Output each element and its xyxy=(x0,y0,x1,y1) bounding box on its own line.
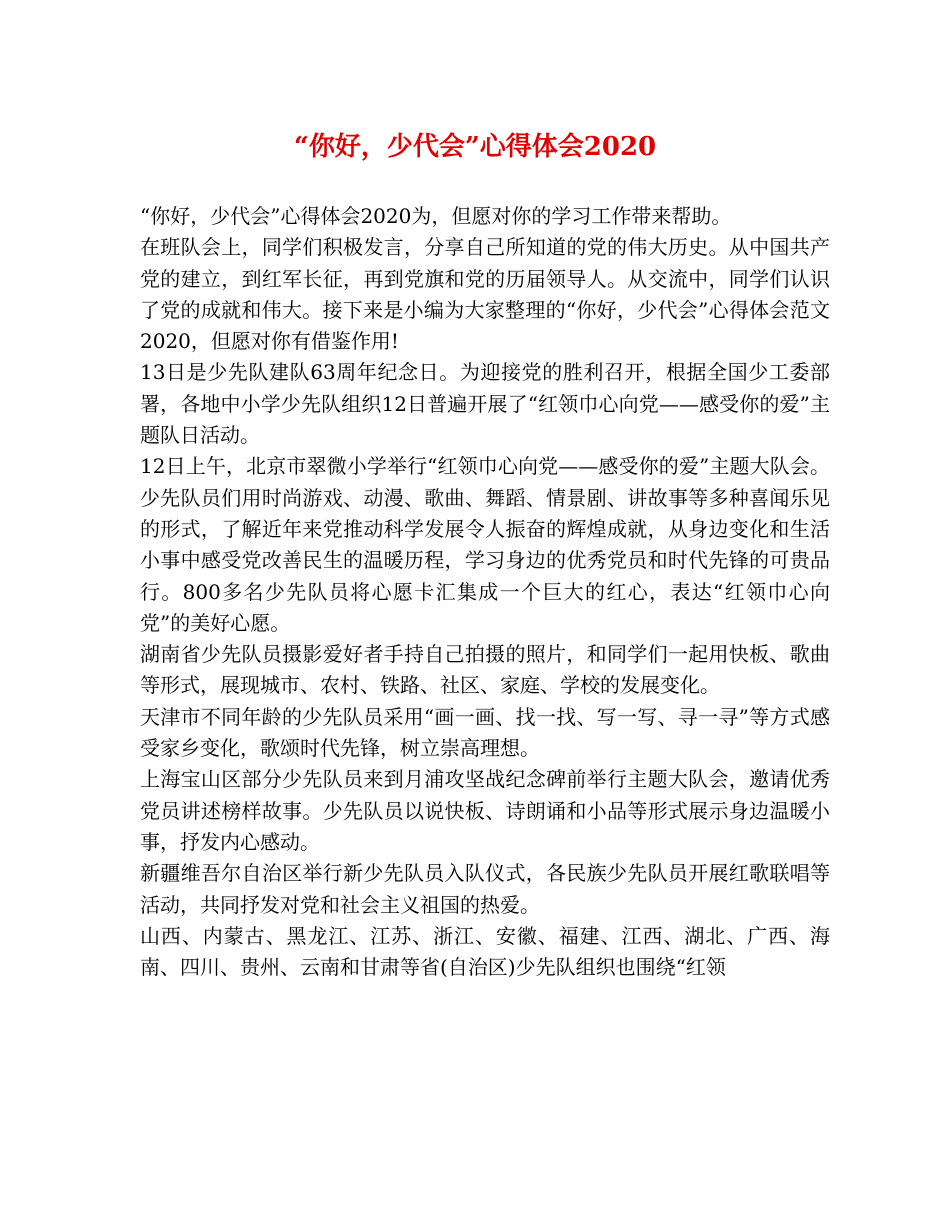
paragraph-xinjiang: 新疆维吾尔自治区举行新少先队员入队仪式，各民族少先队员开展红歌联唱等活动，共同抒发对党和社会主义祖国的热爱。 xyxy=(140,861,830,917)
document-body xyxy=(140,201,830,983)
paragraph-provinces: 山西、内蒙古、黑龙江、江苏、浙江、安徽、福建、江西、湖北、广西、海南、四川、贵州、云南和甘肃等省(自治区)少先队组织也围绕“红领 xyxy=(140,923,830,980)
paragraph-hunan: 湖南省少先队员摄影爱好者手持自己拍摄的照片，和同学们一起用快板、歌曲等形式，展现城市、农村、铁路、社区、家庭、学校的发展变化。 xyxy=(140,642,830,698)
paragraph-beijing: 12日上午，北京市翠微小学举行“红领巾心向党——感受你的爱”主题大队会。少先队员们用时尚游戏、动漫、歌曲、舞蹈、情景剧、讲故事等多种喜闻乐见的形式，了解近年来党推动科学发展令人振奋的辉煌成就，从身边变化和生活小事中感受党改善民生的温暖历程，学习身边的优秀党员和时代先锋的可贵品行。800多名少先队员将心愿卡汇集成一个巨大的红心，表达“红领巾心向党”的美好心愿。 xyxy=(140,454,830,635)
paragraph-class-meeting: 在班队会上，同学们积极发言，分享自己所知道的党的伟大历史。从中国共产党的建立，到红军长征，再到党旗和党的历届领导人。从交流中，同学们认识了党的成就和伟大。接下来是小编为大家整理的“你好，少代会”心得体会范文2020，但愿对你有借鉴作用! xyxy=(140,235,830,354)
paragraph-intro: “你好，少代会”心得体会2020为，但愿对你的学习工作带来帮助。 xyxy=(140,204,732,228)
document-title: “你好，少代会”心得体会2020 xyxy=(293,132,657,162)
paragraph-tianjin: 天津市不同年龄的少先队员采用“画一画、找一找、写一写、寻一寻”等方式感受家乡变化，歌颂时代先锋，树立崇高理想。 xyxy=(140,704,830,761)
paragraph-shanghai: 上海宝山区部分少先队员来到月浦攻坚战纪念碑前举行主题大队会，邀请优秀党员讲述榜样故事。少先队员以说快板、诗朗诵和小品等形式展示身边温暖小事，抒发内心感动。 xyxy=(140,767,830,854)
paragraph-anniversary: 13日是少先队建队63周年纪念日。为迎接党的胜利召开，根据全国少工委部署，各地中小学少先队组织12日普遍开展了“红领巾心向党——感受你的爱”主题队日活动。 xyxy=(140,360,830,448)
